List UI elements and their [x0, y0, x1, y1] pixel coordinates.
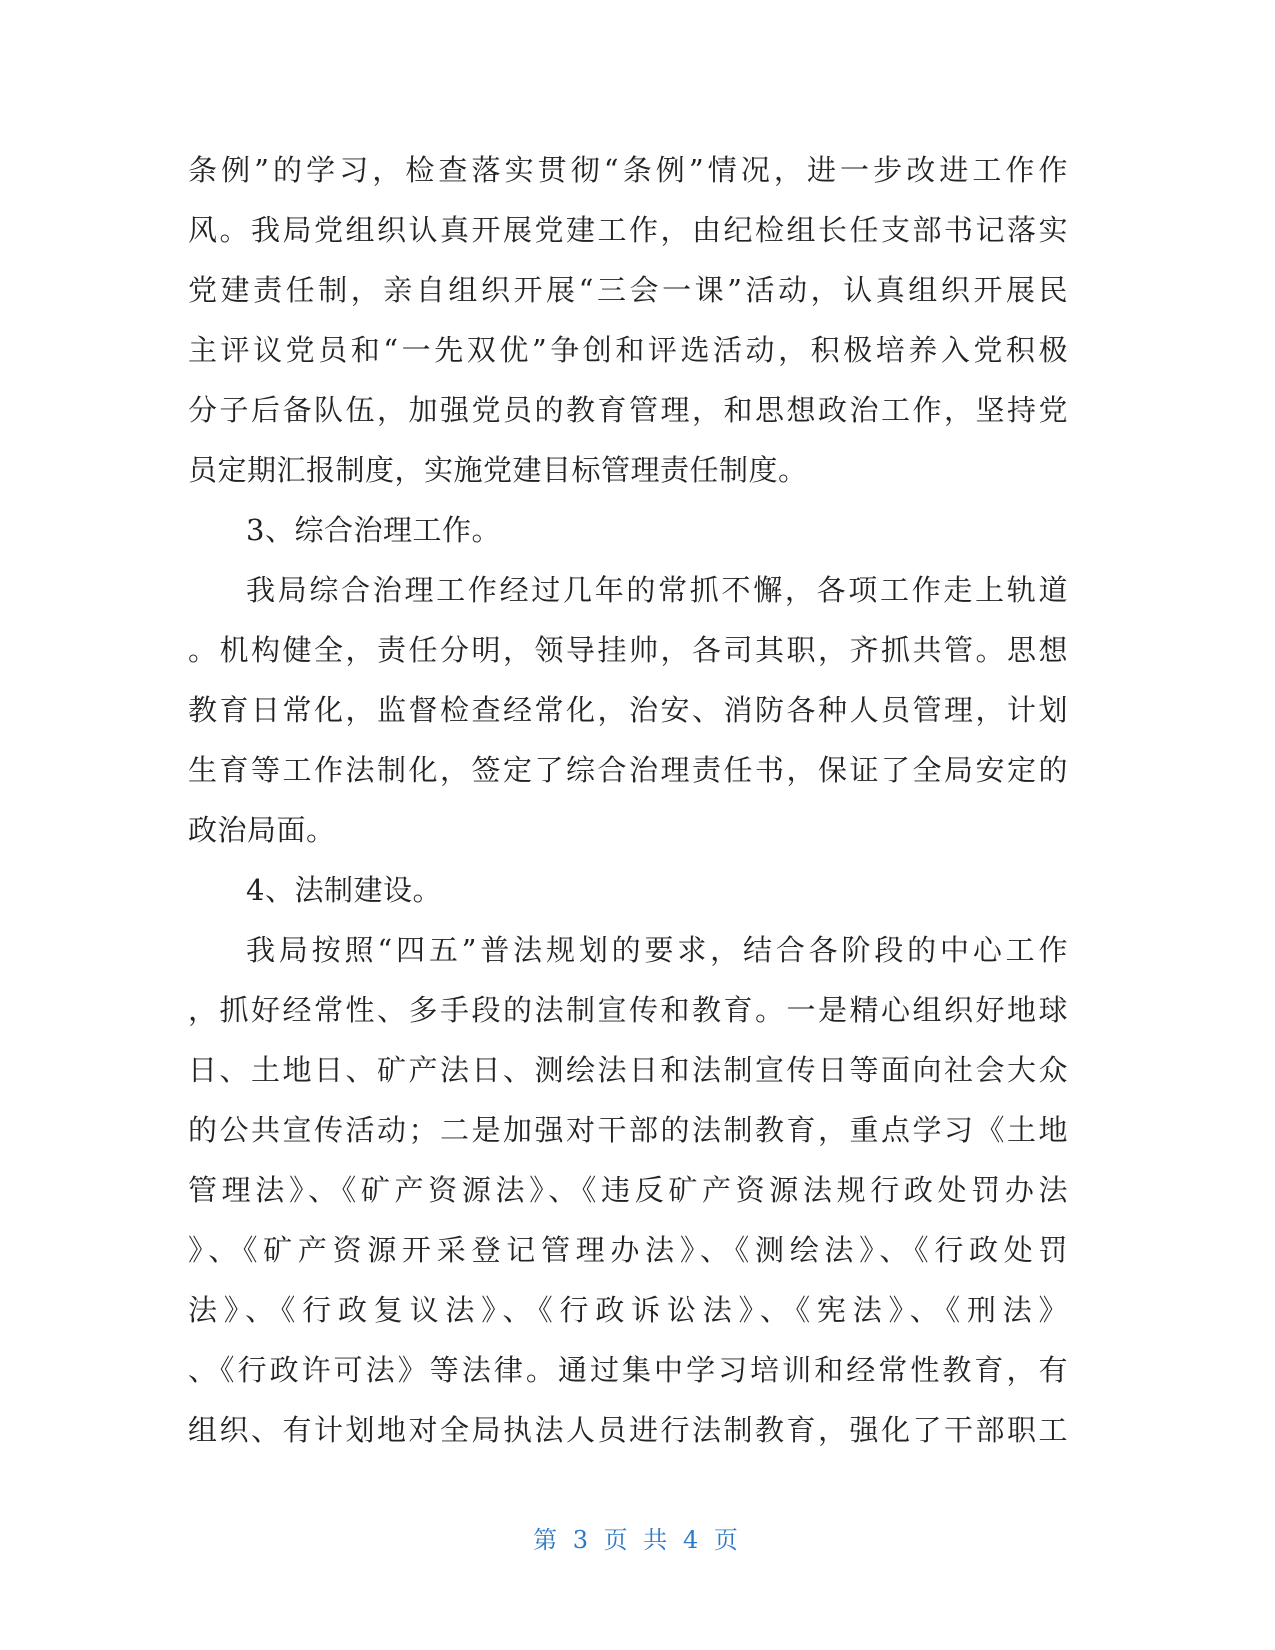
document-body	[188, 140, 1068, 1460]
text-line: 教育日常化，监督检查经常化，治安、消防各种人员管理，计划	[188, 693, 1068, 727]
text-line: 党建责任制，亲自组织开展“三会一课”活动，认真组织开展民	[188, 273, 1068, 307]
text-line: 》、《矿产资源开采登记管理办法》、《测绘法》、《行政处罚	[188, 1233, 1068, 1267]
text-line: 管理法》、《矿产资源法》、《违反矿产资源法规行政处罚办法	[188, 1173, 1068, 1207]
text-line: 政治局面。	[188, 813, 336, 847]
text-line: 风。我局党组织认真开展党建工作，由纪检组长任支部书记落实	[188, 213, 1068, 247]
text-line: 日、土地日、矿产法日、测绘法日和法制宣传日等面向社会大众	[188, 1053, 1068, 1087]
text-line: 员定期汇报制度，实施党建目标管理责任制度。	[188, 453, 808, 487]
text-line: 、《行政许可法》等法律。通过集中学习培训和经常性教育，有	[188, 1353, 1068, 1387]
text-line: 法》、《行政复议法》、《行政诉讼法》、《宪法》、《刑法》	[188, 1293, 1068, 1327]
text-line: ，抓好经常性、多手段的法制宣传和教育。一是精心组织好地球	[188, 993, 1068, 1027]
text-line: 条例”的学习，检查落实贯彻“条例”情况，进一步改进工作作	[188, 153, 1068, 187]
text-line: 生育等工作法制化，签定了综合治理责任书，保证了全局安定的	[188, 753, 1068, 787]
text-line: 组织、有计划地对全局执法人员进行法制教育，强化了干部职工	[188, 1413, 1068, 1447]
section-heading: 4、法制建设。	[246, 873, 442, 907]
page-number-footer: 第 3 页 共 4 页	[533, 1526, 742, 1554]
text-line: 主评议党员和“一先双优”争创和评选活动，积极培养入党积极	[188, 333, 1068, 367]
text-line: 的公共宣传活动；二是加强对干部的法制教育，重点学习《土地	[188, 1113, 1068, 1147]
text-line: 我局按照“四五”普法规划的要求，结合各阶段的中心工作	[246, 933, 1068, 967]
section-heading: 3、综合治理工作。	[246, 513, 501, 547]
text-line: 我局综合治理工作经过几年的常抓不懈，各项工作走上轨道	[246, 573, 1068, 607]
text-line: 分子后备队伍，加强党员的教育管理，和思想政治工作，坚持党	[188, 393, 1068, 427]
text-line: 。机构健全，责任分明，领导挂帅，各司其职，齐抓共管。思想	[188, 633, 1068, 667]
